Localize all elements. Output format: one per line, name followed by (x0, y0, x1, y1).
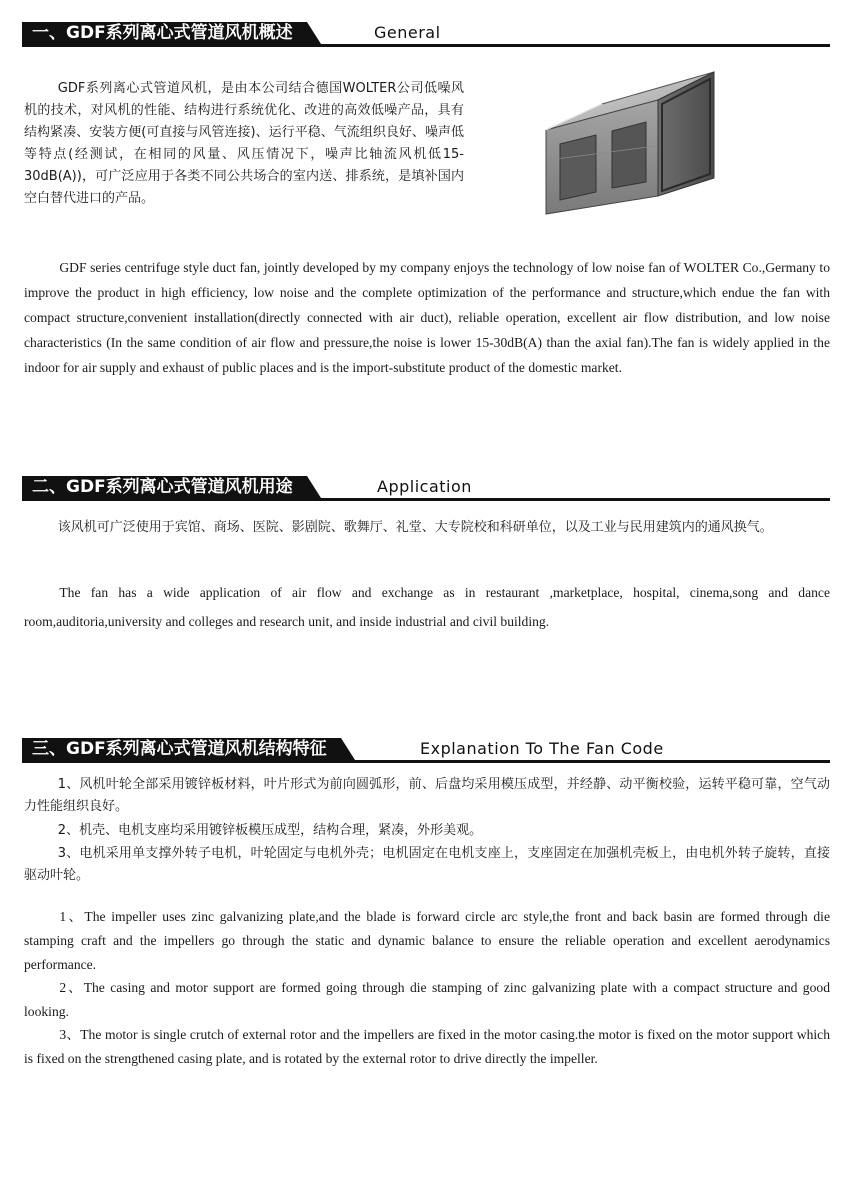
application-cn-paragraph: 该风机可广泛使用于宾馆、商场、医院、影剧院、歌舞厅、礼堂、大专院校和科研单位，以及工业与民用建筑内的通风换气。 (57, 520, 773, 535)
general-en-paragraph: GDF series centrifuge style duct fan, jointly developed by my company enjoys the technology of low noise fan of WOLTER Co.,Germany to improve the product in high efficiency, low noise and the complete optimization of the performance and structure,which endue the fan with compact structure,convenient installation(directly connected with air duct), reliable operation, excellent air flow distribution, and low noise characteristics (In the same condition of air flow and pressure,the noise is lower 15-30dB(A) than the axial fan).The fan is widely applied in the indoor for air supply and exhaust of public places and is the import-substitute product of the domestic market. (24, 260, 830, 375)
structure-en-item: 1、The impeller uses zinc galvanizing plate,and the blade is forward circle arc style,the front and back basin are formed through die stamping craft and the impellers go through the static and dynamic balance to ensure the reliable operation and excellent aerodynamics performance. (24, 909, 830, 972)
section-title-en: General (374, 23, 441, 42)
duct-fan-icon (538, 60, 722, 220)
section-title-cn: 一、GDF系列离心式管道风机概述 (22, 22, 307, 44)
duct-fan-image (538, 60, 722, 220)
section-header-general (22, 22, 830, 47)
section-title-cn: 二、GDF系列离心式管道风机用途 (22, 476, 307, 498)
section-header-application (22, 476, 830, 501)
structure-en-item: 2、The casing and motor support are formed going through die stamping of zinc galvanizing plate with a compact structure and good looking. (24, 980, 830, 1019)
application-en-paragraph: The fan has a wide application of air flow and exchange as in restaurant ,marketplace, hospital, cinema,song and dance room,auditoria,university and colleges and research unit, and inside industrial and civil building. (24, 585, 830, 629)
general-cn-paragraph: GDF系列离心式管道风机，是由本公司结合德国WOLTER公司低噪风机的技术，对风机的性能、结构进行系统优化、改进的高效低噪产品，具有结构紧凑、安装方便(可直接与风管连接)、运行平稳、气流组织良好、噪声低等特点(经测试，在相同的风量、风压情况下，噪声比轴流风机低15-30dB(A))，可广泛应用于各类不同公共场合的室内送、排系统，是填补国内空白替代进口的产品。 (24, 81, 464, 206)
structure-cn-item: 1、风机叶轮全部采用镀锌板材料，叶片形式为前向圆弧形，前、后盘均采用模压成型，并经静、动平衡校验，运转平稳可靠，空气动力性能组织良好。 (24, 777, 830, 814)
section-title-cn: 三、GDF系列离心式管道风机结构特征 (22, 738, 341, 760)
section-header-structure (22, 738, 830, 763)
structure-en-item: 3、The motor is single crutch of external rotor and the impellers are fixed in the motor casing.the motor is fixed on the motor support which is fixed on the strengthened casing plate, and is rotated by the external rotor to drive directly the impeller. (24, 1027, 830, 1066)
section-title-en: Application (377, 477, 472, 496)
section-title-en: Explanation To The Fan Code (420, 739, 664, 758)
structure-cn-item: 2、机壳、电机支座均采用镀锌板模压成型，结构合理，紧凑，外形美观。 (57, 823, 483, 838)
structure-cn-item: 3、电机采用单支撑外转子电机，叶轮固定与电机外壳；电机固定在电机支座上，支座固定在加强机壳板上，由电机外转子旋转，直接驱动叶轮。 (24, 846, 830, 883)
